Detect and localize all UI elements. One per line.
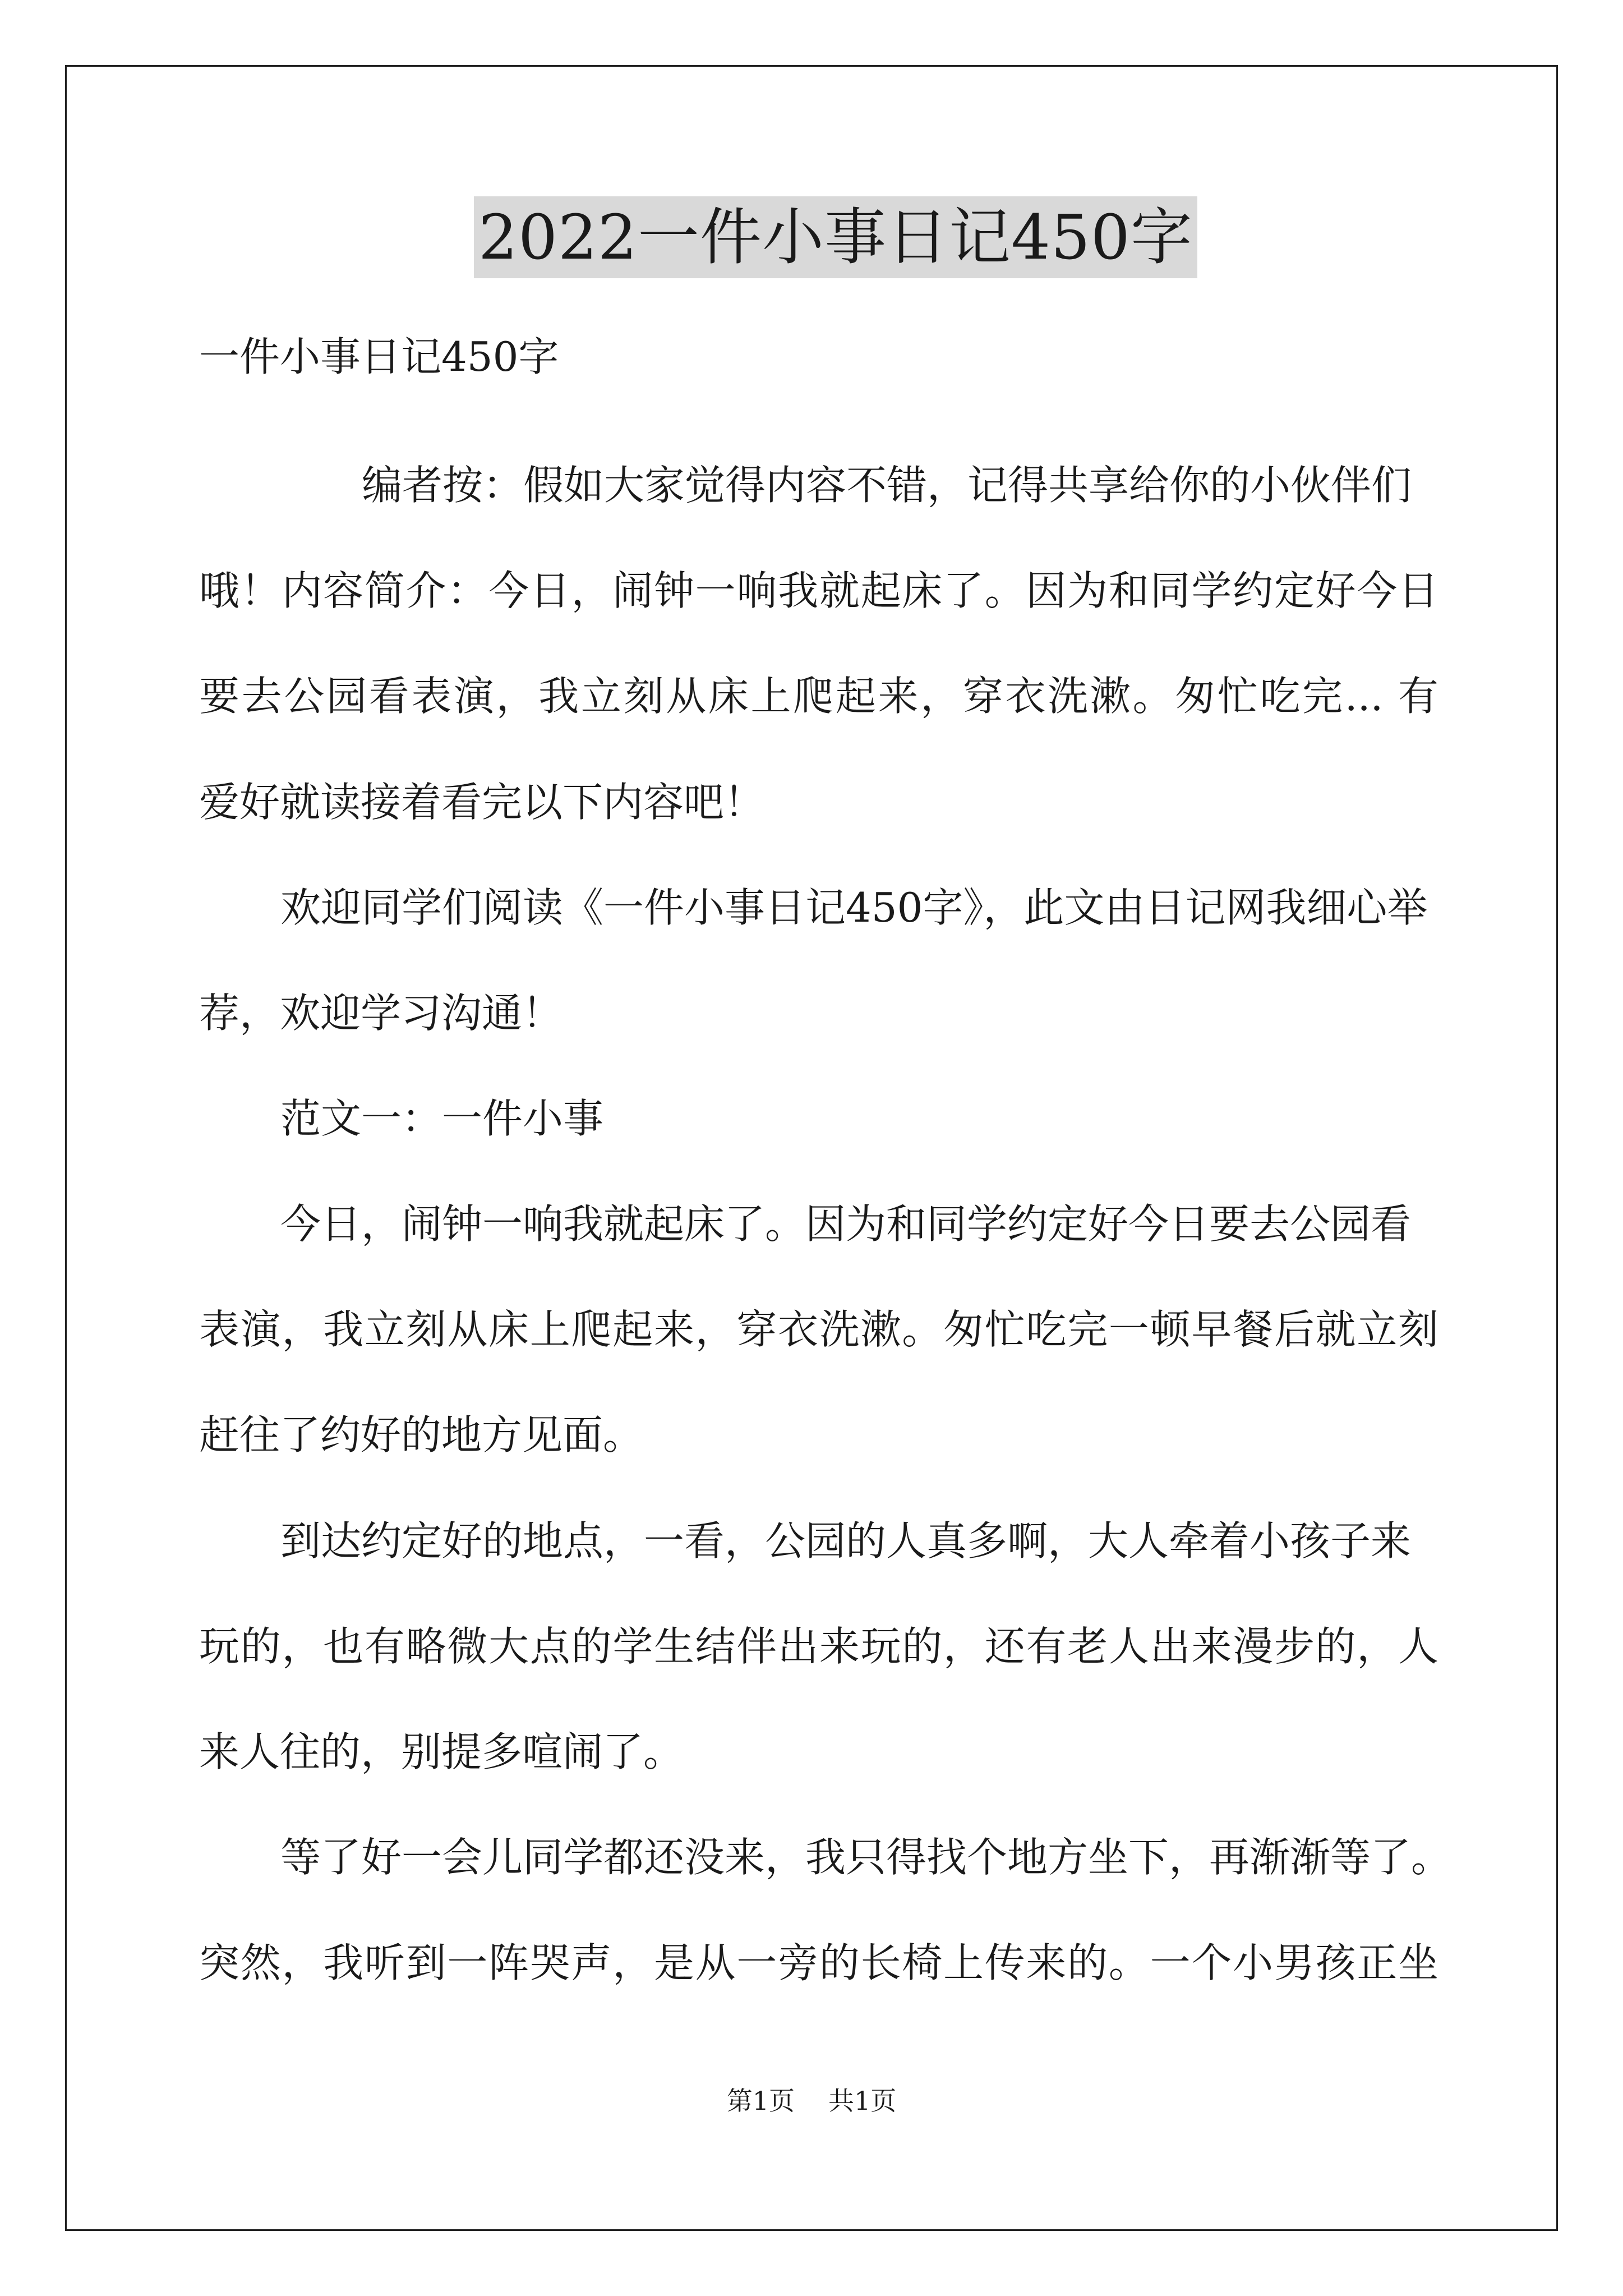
paragraph-3-line-2: 突然，我听到一阵哭声，是从一旁的长椅上传来的。一个小男孩正坐 [199, 1939, 1438, 1986]
paragraph-3-line-1: 等了好一会儿同学都还没来，我只得找个地方坐下，再渐渐等了。 [280, 1834, 1452, 1881]
section-heading: 范文一：一件小事 [280, 1095, 604, 1142]
welcome-line-1: 欢迎同学们阅读《一件小事日记450字》，此文由日记网我细心举 [280, 884, 1428, 931]
welcome-line-2: 荐，欢迎学习沟通！ [199, 990, 563, 1037]
editor-note-line-2: 哦！内容简介：今日，闹钟一响我就起床了。因为和同学约定好今日 [199, 567, 1438, 614]
paragraph-2-line-3: 来人往的，别提多喧闹了。 [199, 1728, 684, 1775]
document-subtitle: 一件小事日记450字 [199, 333, 559, 380]
paragraph-2-line-2: 玩的，也有略微大点的学生结伴出来玩的，还有老人出来漫步的，人 [199, 1623, 1438, 1670]
document-title: 2022一件小事日记450字 [474, 196, 1197, 278]
paragraph-1-line-2: 表演，我立刻从床上爬起来，穿衣洗漱。匆忙吃完一顿早餐后就立刻 [199, 1306, 1438, 1353]
paragraph-1-line-3: 赶往了约好的地方见面。 [199, 1411, 644, 1458]
editor-note-line-3: 要去公园看表演，我立刻从床上爬起来，穿衣洗漱。匆忙吃完... 有 [199, 673, 1438, 720]
paragraph-1-line-1: 今日，闹钟一响我就起床了。因为和同学约定好今日要去公园看 [280, 1200, 1412, 1248]
page-number-current: 第1页 [726, 2086, 795, 2116]
paragraph-2-line-1: 到达约定好的地点，一看，公园的人真多啊，大人牵着小孩子来 [280, 1517, 1412, 1565]
editor-note-line-4: 爱好就读接着看完以下内容吧！ [199, 779, 765, 826]
page-frame [65, 65, 1558, 2231]
page-footer [0, 2084, 1623, 2118]
editor-note-line-1: 编者按：假如大家觉得内容不错，记得共享给你的小伙伴们 [362, 462, 1412, 509]
page-number-total: 共1页 [828, 2086, 897, 2116]
